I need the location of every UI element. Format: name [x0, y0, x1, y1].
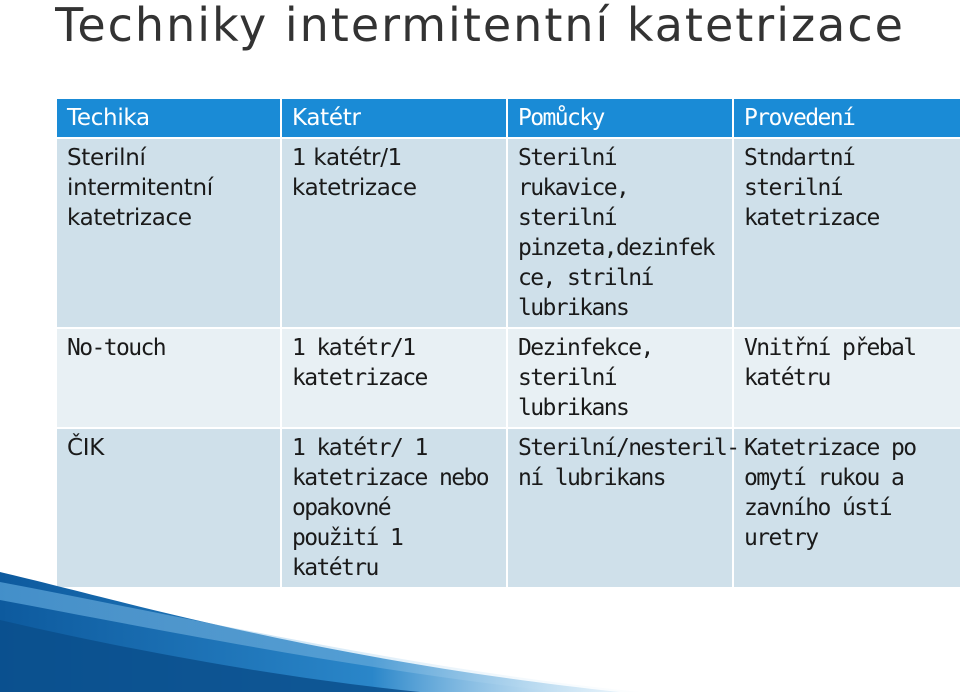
- header-technique: Techika: [56, 98, 281, 138]
- table-row: [56, 138, 960, 328]
- header-aids: Pomůcky: [507, 98, 733, 138]
- cell-technique: Sterilní intermitentní katetrizace: [56, 138, 281, 328]
- techniques-table: [55, 97, 960, 589]
- cell-technique: No-touch: [56, 328, 281, 428]
- cell-procedure: Katetrizace po omytí rukou a zavního ústí uretry: [733, 428, 960, 588]
- table-row: [56, 328, 960, 428]
- cell-catheter: 1 katétr/1 katetrizace: [281, 328, 507, 428]
- cell-aids: Sterilní/nesteril- ní lubrikans: [507, 428, 733, 588]
- cell-aids: Sterilní rukavice, sterilní pinzeta,dezinfek ce, strilní lubrikans: [507, 138, 733, 328]
- cell-procedure: Stndartní sterilní katetrizace: [733, 138, 960, 328]
- cell-technique: ČIK: [56, 428, 281, 588]
- cell-procedure: Vnitřní přebal katétru: [733, 328, 960, 428]
- slide-title: Techniky intermitentní katetrizace: [55, 0, 905, 52]
- cell-catheter: 1 katétr/ 1 katetrizace nebo opakovné použití 1 katétru: [281, 428, 507, 588]
- header-procedure: Provedení: [733, 98, 960, 138]
- decorative-swoosh: [0, 560, 960, 692]
- header-catheter: Katétr: [281, 98, 507, 138]
- table-header-row: [56, 98, 960, 138]
- cell-aids: Dezinfekce, sterilní lubrikans: [507, 328, 733, 428]
- cell-catheter: 1 katétr/1 katetrizace: [281, 138, 507, 328]
